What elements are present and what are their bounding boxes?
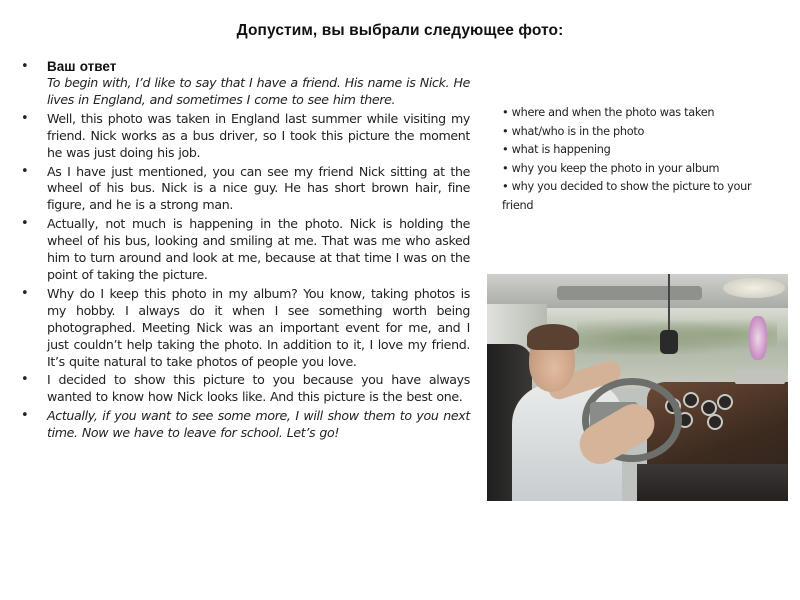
paragraph-text: I decided to show this picture to you because you have always wanted to know how Nick looks like. And this picture is the best one.: [47, 372, 470, 405]
slide-title: Допустим, вы выбрали следующее фото:: [236, 22, 564, 39]
bullet-icon: •: [21, 110, 29, 126]
plan-list: [502, 104, 782, 215]
photo-lower-console: [637, 464, 788, 501]
closing-text: Actually, if you want to see some more, I will show them to you next time. Now we have to leave for school. Let’s go!: [47, 408, 470, 441]
bullet-icon: •: [21, 163, 29, 179]
answer-paragraph-1: [20, 111, 470, 162]
plan-item-why-show: • why you decided to show the picture to your friend: [502, 180, 752, 212]
bus-driver-photo: [487, 274, 788, 501]
answer-list: [20, 59, 470, 444]
paragraph-text: Actually, not much is happening in the photo. Nick is holding the wheel of his bus, looking and smiling at me. That was me who asked him to turn around and look at me, because at that time I was on the point of taking the picture.: [47, 216, 470, 282]
answer-intro-item: [20, 59, 470, 109]
bullet-icon: •: [21, 372, 29, 388]
photo-sun-visor: [557, 286, 702, 300]
paragraph-text: As I have just mentioned, you can see my friend Nick sitting at the wheel of his bus. Nick is a nice guy. He has short brown hair, fine figure, and he is a strong man.: [47, 163, 470, 213]
answer-closing: [20, 408, 470, 442]
bullet-icon: •: [21, 59, 29, 74]
photo-cabin-lamp: [723, 278, 785, 298]
paragraph-text: Why do I keep this photo in my album? You know, taking photos is my hobby. I always do it when I see something worth being photographed. Meeting Nick was an important event for me, and I just couldn’t help taking the photo. In addition to it, I love my friend. It’s quite natural to take photos of people you love.: [47, 285, 470, 369]
photo-gauge: [707, 414, 723, 430]
photo-cb-microphone: [660, 330, 678, 354]
answer-intro-text: To begin with, I’d like to say that I have a friend. His name is Nick. He lives in England, and sometimes I come to see him there.: [47, 75, 470, 107]
answer-heading: Ваш ответ: [47, 59, 117, 74]
answer-paragraph-4: [20, 286, 470, 371]
photo-hanging-charm: [749, 316, 767, 360]
answer-paragraph-5: [20, 372, 470, 406]
photo-radio: [735, 370, 785, 384]
bullet-icon: •: [21, 408, 29, 424]
plan-item-why-keep: • why you keep the photo in your album: [502, 161, 720, 175]
paragraph-text: Well, this photo was taken in England last summer while visiting my friend. Nick works as a bus driver, so I took this picture the moment he was just doing his job.: [47, 110, 470, 160]
plan-item-happening: • what is happening: [502, 143, 611, 156]
photo-gauge: [683, 392, 699, 408]
bullet-icon: •: [21, 216, 29, 232]
answer-paragraph-2: [20, 164, 470, 215]
plan-item-where-when: • where and when the photo was taken: [502, 106, 715, 119]
photo-gauge: [717, 394, 733, 410]
photo-mic-cord: [668, 274, 670, 334]
photo-driver-hair: [527, 324, 579, 350]
plan-item-what-who: • what/who is in the photo: [502, 124, 645, 138]
answer-paragraph-3: [20, 216, 470, 284]
bullet-icon: •: [21, 285, 29, 301]
